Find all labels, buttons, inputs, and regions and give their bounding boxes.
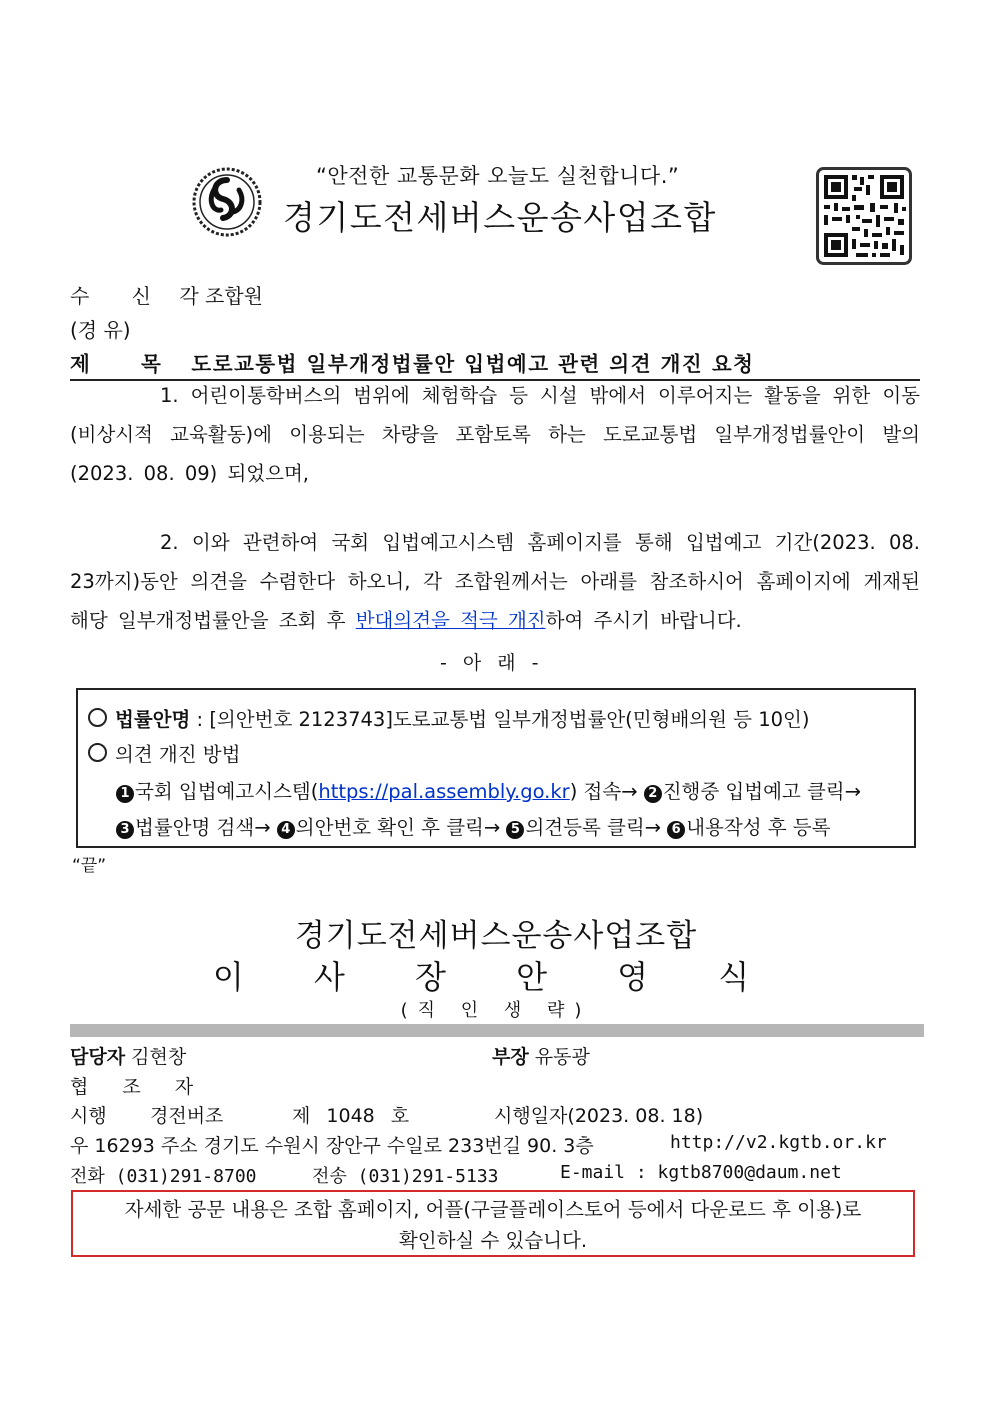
circle-bullet-icon — [88, 743, 107, 762]
doc-number: 제 1048 호 — [292, 1105, 410, 1127]
step-6-number: 6 — [667, 821, 685, 839]
method-row — [88, 739, 240, 767]
step-3-text: 법률안명 검색→ — [135, 816, 277, 839]
step-1-text: 국회 입법예고시스템( — [135, 780, 319, 803]
dispatch-date: 시행일자(2023. 08. 18) — [494, 1105, 704, 1127]
signature-chair: 이 사 장 안 영 식 — [212, 958, 780, 996]
org-title: 경기도전세버스운송사업조합 — [283, 198, 717, 237]
staff-row — [70, 1042, 186, 1069]
steps-line-2 — [116, 812, 830, 840]
step-5-number: 5 — [506, 821, 524, 839]
bill-value: : [의안번호 2123743]도로교통법 일부개정법률안(민형배의원 등 10인) — [190, 708, 810, 731]
method-label: 의견 개진 방법 — [115, 743, 241, 766]
notice-line-1: 자세한 공문 내용은 조합 홈페이지, 어플(구글플레이스토어 등에서 다운로드 후 이용)로 — [124, 1198, 862, 1221]
email[interactable]: E-mail : kgtb8700@daum.net — [560, 1162, 842, 1183]
slogan: “안전한 교통문화 오늘도 실천합니다.” — [316, 164, 680, 188]
steps-line-1 — [116, 776, 861, 804]
oppose-opinion-emphasis: 반대의견을 적극 개진 — [355, 609, 546, 632]
dispatch-value: 경전버조 — [150, 1105, 224, 1127]
paragraph-1-text: 1. 어린이통학버스의 범위에 체험학습 등 시설 밖에서 이루어지는 활동을 위한 이동(비상시적 교육활동)에 이용되는 차량을 포함토록 하는 도로교통법 일부개정법률안이 발의(2023. 08. 09) 되었으며, — [70, 384, 920, 485]
paragraph-2-text: 2. 이와 관련하여 국회 입법예고시스템 홈페이지를 통해 입법예고 기간(2023. 08. 23까지)동안 의견을 수렴한다 하오니, 각 조합원께서는 아래를 참조하시어 홈페이지에 게재된 해당 일부개정법률안을 조회 후 — [70, 531, 920, 632]
address: 우 16293 주소 경기도 수원시 장안구 수일로 233번길 90. 3층 — [70, 1135, 594, 1157]
circle-bullet-icon — [88, 708, 107, 727]
dispatch-label: 시행 — [70, 1105, 107, 1127]
manager-name: 유동광 — [534, 1046, 590, 1068]
step-6-text: 내용작성 후 등록 — [686, 816, 831, 839]
step-2-text: 진행중 입법예고 클릭→ — [662, 780, 861, 803]
phone: 전화 (031)291-8700 — [70, 1166, 257, 1187]
assembly-link[interactable]: https://pal.assembly.go.kr — [318, 780, 570, 803]
homepage-link[interactable]: http://v2.kgtb.or.kr — [670, 1132, 887, 1153]
recipient-label: 수 신 — [70, 284, 169, 308]
recipient-row — [70, 280, 263, 309]
cooperator-label: 협 조 자 — [70, 1076, 208, 1098]
step-3-number: 3 — [116, 821, 134, 839]
union-emblem-icon — [191, 166, 263, 238]
step-4-text: 의안번호 확인 후 클릭→ — [295, 816, 507, 839]
staff-label: 담당자 — [70, 1046, 126, 1068]
paragraph-1 — [70, 376, 920, 493]
paragraph-2-end: 하여 주시기 바랍니다. — [545, 609, 742, 632]
via-label: (경 유) — [70, 318, 131, 342]
step-2-number: 2 — [644, 785, 662, 803]
seal-omitted: (직 인 생 략) — [400, 1000, 592, 1021]
manager-row — [492, 1042, 590, 1069]
manager-label: 부장 — [492, 1046, 529, 1068]
bill-row — [88, 704, 809, 732]
step-1-number: 1 — [116, 785, 134, 803]
step-4-number: 4 — [277, 821, 295, 839]
signature-org: 경기도전세버스운송사업조합 — [294, 918, 698, 954]
step-5-text: 의견등록 클릭→ — [525, 816, 668, 839]
info-box — [76, 688, 916, 848]
below-label: - 아 래 - — [440, 652, 544, 674]
fax: 전송 (031)291-5133 — [312, 1166, 499, 1187]
divider-bar — [70, 1024, 924, 1037]
recipient-value: 각 조합원 — [179, 284, 263, 308]
subject-label: 제 목 — [70, 352, 183, 376]
step-1-suffix: ) 접속→ — [569, 780, 644, 803]
notice-line-2: 확인하실 수 있습니다. — [398, 1229, 588, 1252]
paragraph-2 — [70, 523, 920, 640]
notice-box — [71, 1190, 915, 1257]
qr-code-icon[interactable] — [816, 167, 912, 265]
staff-name: 김현창 — [131, 1046, 187, 1068]
bill-label: 법률안명 — [115, 708, 191, 731]
subject-value: 도로교통법 일부개정법률안 입법예고 관련 의견 개진 요청 — [191, 352, 755, 376]
end-mark: “끝” — [72, 856, 107, 876]
